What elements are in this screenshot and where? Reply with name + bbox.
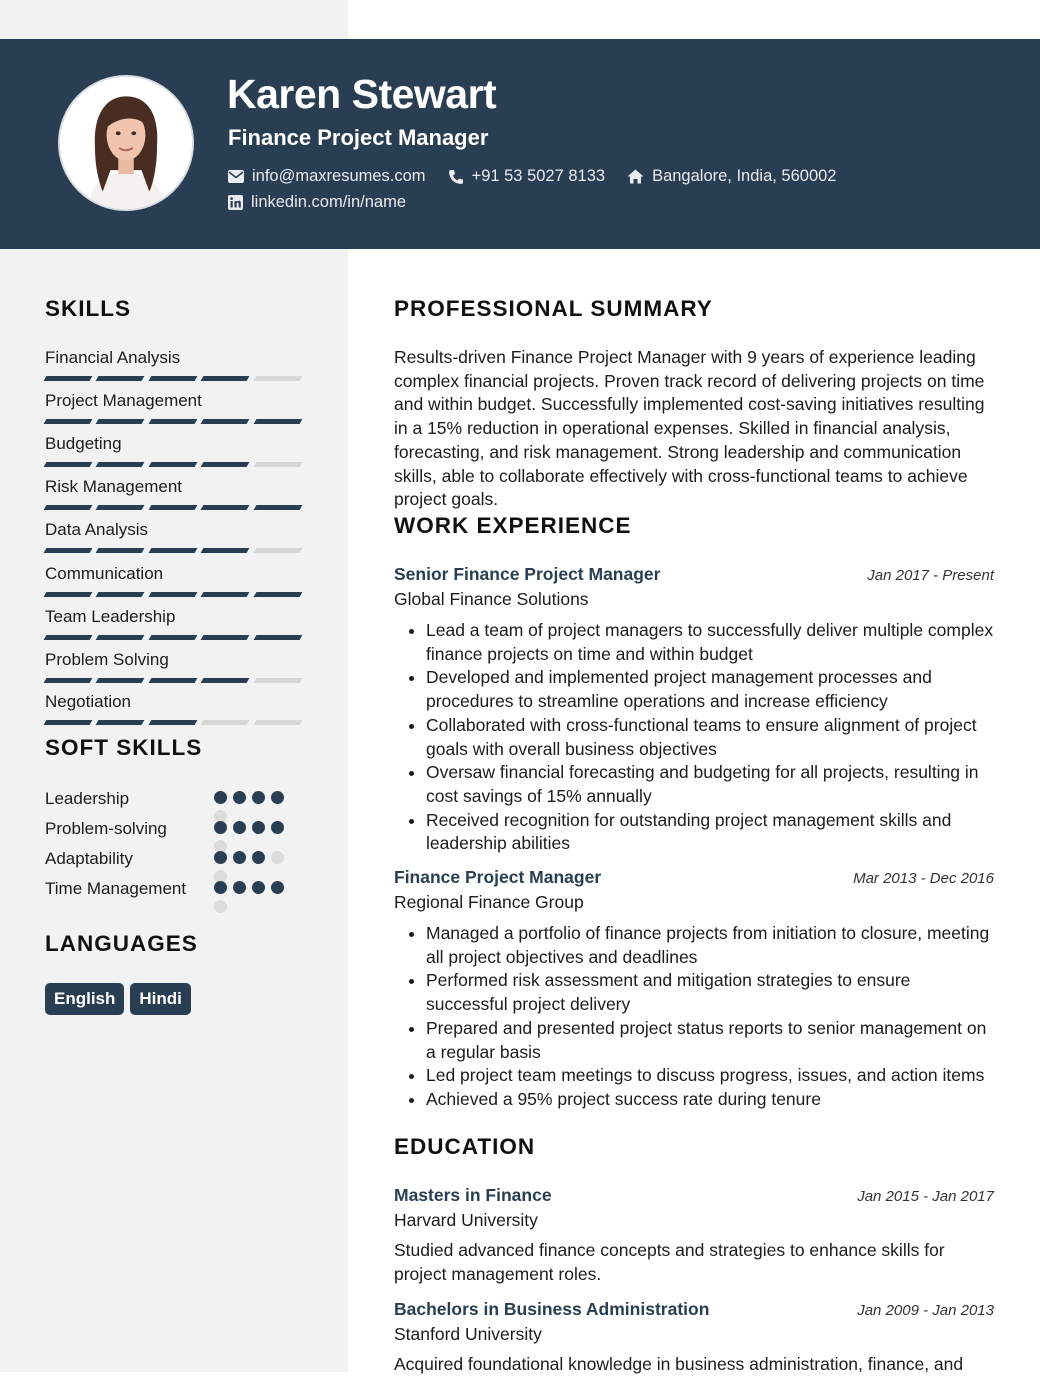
rating-dot [233, 821, 246, 834]
home-icon [627, 169, 644, 184]
skill-level-segment [96, 376, 145, 381]
company-name: Global Finance Solutions [394, 589, 589, 609]
experience-entry [394, 564, 994, 856]
rating-dot [252, 791, 265, 804]
skill-level-segment [148, 505, 197, 510]
skill-level-bar [45, 678, 301, 683]
skill-name: Problem Solving [45, 650, 169, 669]
language-badge: English [45, 983, 124, 1015]
rating-dot [252, 881, 265, 894]
skill-level-segment [96, 505, 145, 510]
skill-level-segment [96, 419, 145, 424]
skill-level-bar [45, 462, 301, 467]
entry-header [394, 564, 994, 585]
skill-level-segment [44, 505, 93, 510]
skill-level-segment [96, 548, 145, 553]
skill-item [45, 391, 301, 424]
skill-name: Financial Analysis [45, 348, 181, 367]
skill-level-segment [96, 635, 145, 640]
skill-level-bar [45, 635, 301, 640]
skill-level-segment [148, 720, 197, 725]
contact-email[interactable] [228, 167, 426, 186]
institution-name: Stanford University [394, 1324, 542, 1344]
skill-level-segment [201, 720, 250, 725]
skill-level-segment [44, 548, 93, 553]
skill-level-segment [201, 635, 250, 640]
resume-header [0, 39, 1040, 249]
institution-name: Harvard University [394, 1210, 538, 1230]
skill-level-bar [45, 376, 301, 381]
bullet-item: • Developed and implemented project management processes and procedures to streamline operations and increase efficiency [426, 666, 994, 713]
skill-level-bar [45, 548, 301, 553]
skill-level-segment [201, 678, 250, 683]
degree-description: Studied advanced finance concepts and strategies to enhance skills for project management roles. [394, 1240, 945, 1284]
soft-skill-name: Adaptability [45, 849, 133, 868]
location-text: Bangalore, India, 560002 [652, 167, 837, 185]
job-title: Finance Project Manager [394, 867, 602, 887]
summary-text: Results-driven Finance Project Manager with 9 years of experience leading complex financial projects. Proven track record of delivering projects on time and within budget. Successfully implemented cost-saving initiatives resulting in a 15% reduction in operational expenses. Skilled in financial analysis, forecasting, and risk management. Strong leadership and communication skills, able to collaborate effectively with cross-functional teams to achieve project goals. [394, 347, 985, 510]
rating-dot [233, 791, 246, 804]
avatar [58, 75, 194, 211]
entry-header [394, 867, 994, 888]
skill-name: Negotiation [45, 692, 132, 711]
soft-skill-item [45, 847, 305, 871]
linkedin-icon [228, 195, 243, 210]
linkedin-text: linkedin.com/in/name [251, 193, 406, 211]
bullet-item: • Performed risk assessment and mitigation strategies to ensure successful project delivery [426, 969, 994, 1016]
skill-level-segment [148, 462, 197, 467]
skill-level-segment [148, 376, 197, 381]
skill-level-segment [253, 505, 302, 510]
job-bullets [394, 922, 994, 1112]
education-entry [394, 1299, 994, 1377]
soft-skill-item [45, 817, 305, 841]
skill-item [45, 348, 301, 381]
soft-skill-name: Problem-solving [45, 819, 167, 838]
skill-level-segment [253, 548, 302, 553]
rating-dot [214, 851, 227, 864]
rating-dot [214, 791, 227, 804]
skill-level-segment [253, 720, 302, 725]
skill-level-segment [148, 419, 197, 424]
bullet-item: • Prepared and presented project status reports to senior management on a regular basis [426, 1017, 994, 1064]
job-bullets [394, 619, 994, 856]
skill-level-segment [44, 678, 93, 683]
rating-dot [233, 881, 246, 894]
soft-skill-name: Leadership [45, 789, 130, 808]
experience-heading: WORK EXPERIENCE [394, 513, 632, 538]
bullet-item: • Lead a team of project managers to successfully deliver multiple complex finance projects on time and within budget [426, 619, 994, 666]
soft-skills-heading: SOFT SKILLS [45, 735, 203, 760]
skill-level-segment [96, 462, 145, 467]
skill-level-segment [44, 720, 93, 725]
skill-item [45, 650, 301, 683]
degree-dates: Jan 2009 - Jan 2013 [857, 1302, 994, 1319]
degree-title: Masters in Finance [394, 1185, 552, 1205]
skill-name: Risk Management [45, 477, 183, 496]
rating-dot [271, 791, 284, 804]
skill-level-segment [44, 419, 93, 424]
envelope-icon [228, 170, 244, 183]
job-title: Senior Finance Project Manager [394, 564, 661, 584]
skill-level-segment [148, 592, 197, 597]
soft-skill-item [45, 787, 305, 811]
skill-level-segment [201, 462, 250, 467]
rating-dot [271, 851, 284, 864]
rating-dot [233, 851, 246, 864]
bullet-item: • Oversaw financial forecasting and budgeting for all projects, resulting in cost savings of 15% annually [426, 761, 994, 808]
skill-level-segment [201, 548, 250, 553]
skill-item [45, 564, 301, 597]
soft-skill-item [45, 877, 305, 901]
skill-item [45, 607, 301, 640]
skill-level-segment [44, 592, 93, 597]
skill-level-segment [96, 592, 145, 597]
skill-name: Data Analysis [45, 520, 148, 539]
skill-level-segment [44, 635, 93, 640]
contact-line-2 [228, 193, 428, 212]
rating-dot [252, 821, 265, 834]
skill-level-segment [148, 635, 197, 640]
skill-level-segment [253, 419, 302, 424]
bullet-item: • Managed a portfolio of finance projects from initiation to closure, meeting all project objectives and deadlines [426, 922, 994, 969]
candidate-role: Finance Project Manager [228, 125, 489, 150]
soft-skill-rating [214, 881, 298, 913]
contact-line [228, 167, 858, 186]
skill-item [45, 434, 301, 467]
skill-level-segment [253, 462, 302, 467]
email-text: info@maxresumes.com [252, 167, 426, 185]
language-badge: Hindi [130, 983, 191, 1015]
entry-header [394, 1299, 994, 1320]
skill-level-segment [148, 678, 197, 683]
phone-icon [448, 169, 464, 185]
company-name: Regional Finance Group [394, 892, 584, 912]
skill-level-segment [96, 678, 145, 683]
skill-level-segment [201, 505, 250, 510]
job-dates: Jan 2017 - Present [867, 567, 994, 584]
education-entry [394, 1185, 994, 1286]
skill-level-bar [45, 505, 301, 510]
skill-name: Team Leadership [45, 607, 176, 626]
skill-item [45, 520, 301, 553]
phone-text: +91 53 5027 8133 [471, 167, 606, 185]
skill-name: Budgeting [45, 434, 122, 453]
entry-header [394, 1185, 994, 1206]
skill-level-bar [45, 592, 301, 597]
bullet-item: • Achieved a 95% project success rate during tenure [426, 1088, 994, 1112]
education-heading: EDUCATION [394, 1134, 536, 1159]
skill-level-segment [148, 548, 197, 553]
profile-photo-icon [60, 77, 192, 209]
rating-dot [271, 881, 284, 894]
rating-dot [214, 900, 227, 913]
summary-heading: PROFESSIONAL SUMMARY [394, 296, 713, 321]
degree-title: Bachelors in Business Administration [394, 1299, 710, 1319]
skill-level-segment [253, 592, 302, 597]
contact-phone[interactable] [448, 167, 606, 186]
rating-dot [252, 851, 265, 864]
skill-level-segment [44, 462, 93, 467]
rating-dot [214, 881, 227, 894]
bullet-item: • Led project team meetings to discuss progress, issues, and action items [426, 1064, 994, 1088]
contact-location [627, 167, 836, 186]
skill-level-segment [201, 592, 250, 597]
rating-dot [214, 821, 227, 834]
languages-list [45, 983, 191, 1015]
degree-dates: Jan 2015 - Jan 2017 [857, 1188, 994, 1205]
skill-level-segment [253, 678, 302, 683]
skill-level-segment [201, 376, 250, 381]
skill-item [45, 477, 301, 510]
skill-level-segment [201, 419, 250, 424]
skill-level-segment [253, 376, 302, 381]
skill-item [45, 692, 301, 725]
job-dates: Mar 2013 - Dec 2016 [853, 870, 994, 887]
skills-heading: SKILLS [45, 296, 132, 321]
experience-entry [394, 867, 994, 1112]
candidate-name: Karen Stewart [227, 71, 497, 117]
skill-level-segment [44, 376, 93, 381]
soft-skill-name: Time Management [45, 879, 187, 898]
skill-level-bar [45, 419, 301, 424]
rating-dot [271, 821, 284, 834]
bullet-item: • Collaborated with cross-functional teams to ensure alignment of project goals with overall business objectives [426, 714, 994, 761]
languages-heading: LANGUAGES [45, 931, 198, 956]
skill-name: Project Management [45, 391, 202, 410]
contact-linkedin[interactable] [228, 193, 406, 212]
skill-level-bar [45, 720, 301, 725]
bullet-item: • Received recognition for outstanding project management skills and leadership abilities [426, 809, 994, 856]
skill-level-segment [96, 720, 145, 725]
skill-name: Communication [45, 564, 164, 583]
degree-description: Acquired foundational knowledge in business administration, finance, and [394, 1354, 964, 1374]
skill-level-segment [253, 635, 302, 640]
